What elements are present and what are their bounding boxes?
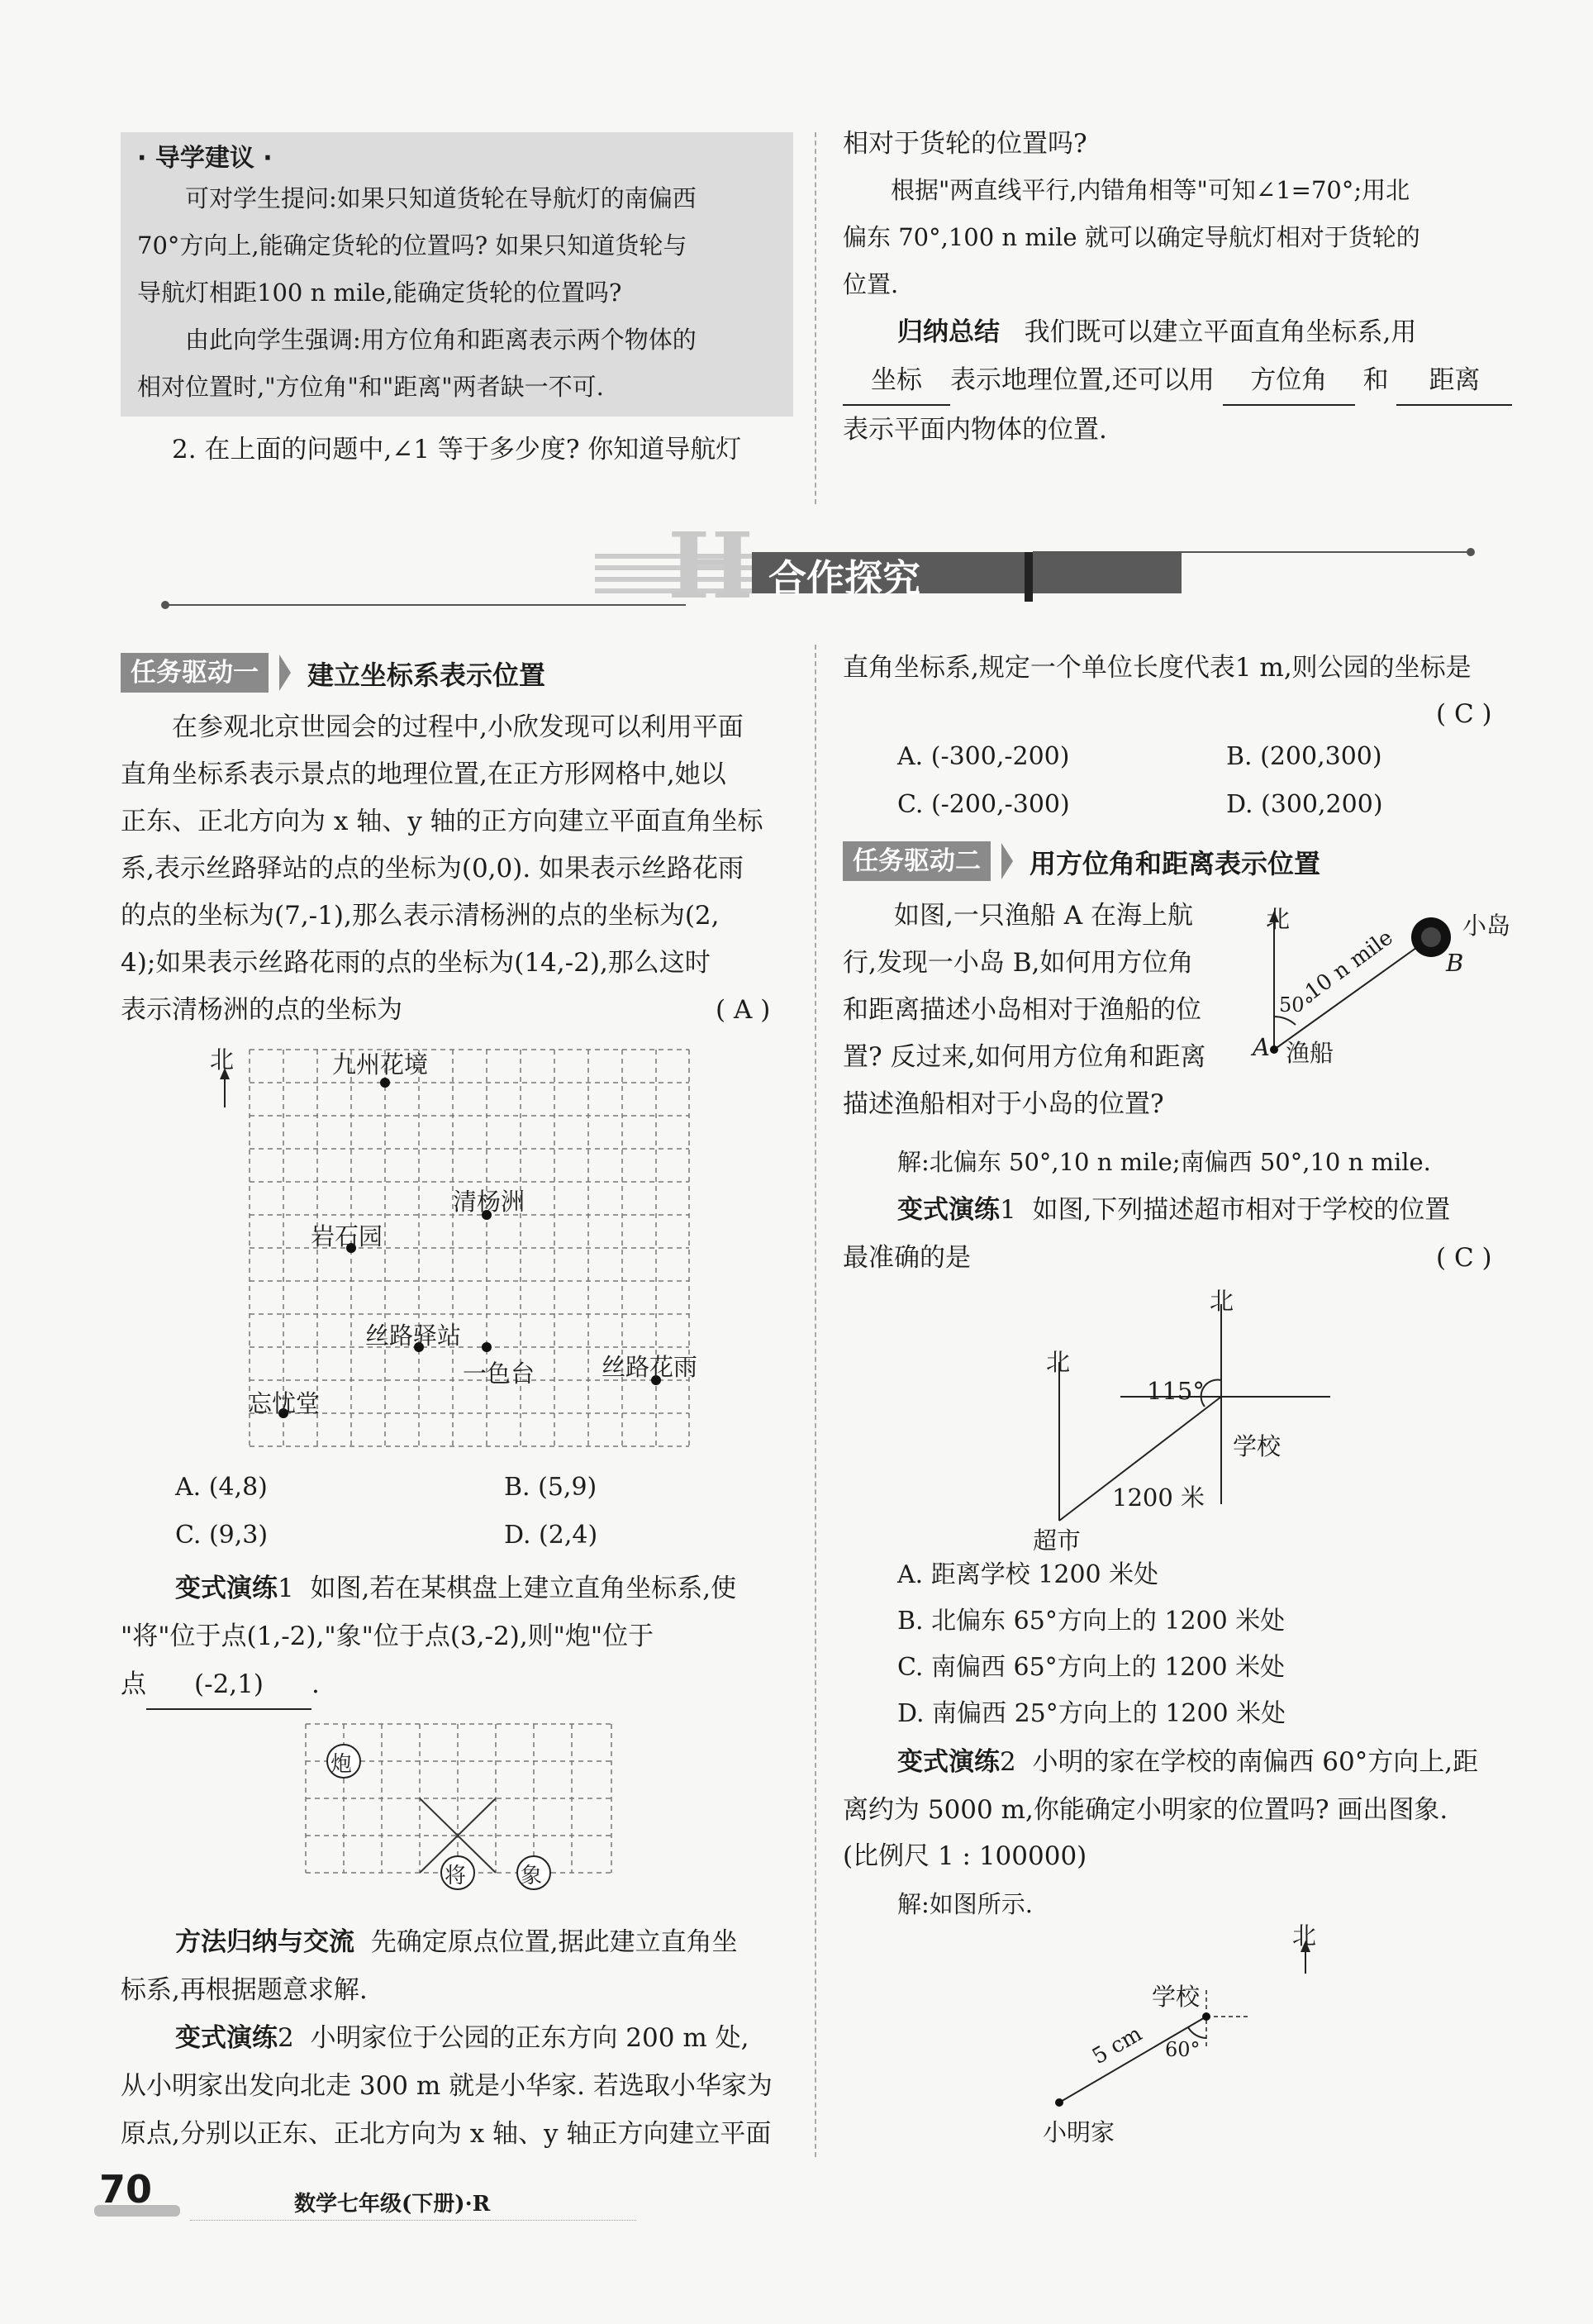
method-line-1 bbox=[175, 1919, 738, 1966]
answer-line: 位置. bbox=[843, 270, 899, 298]
fig-market-label: 超市 bbox=[1033, 1526, 1082, 1555]
grid-label: 丝路花雨 bbox=[602, 1353, 698, 1381]
summary-label: 归纳总结 bbox=[897, 317, 1000, 347]
task2-line: 描述渔船相对于小岛的位置? bbox=[843, 1089, 1164, 1119]
task1-tag: 任务驱动一 bbox=[121, 653, 269, 693]
variant-number: 1 bbox=[1000, 1195, 1016, 1225]
task2-tag: 任务驱动二 bbox=[843, 841, 991, 881]
variant4-line-3: (比例尺 1 : 100000) bbox=[843, 1841, 1087, 1871]
blank-answer: 距离 bbox=[1396, 357, 1512, 406]
summary-text: 我们既可以建立平面直角坐标系,用 bbox=[1024, 317, 1417, 347]
variant-text: . bbox=[311, 1669, 320, 1699]
grid-label: 丝路驿站 bbox=[365, 1322, 462, 1350]
variant3-line-2: 最准确的是 bbox=[843, 1243, 971, 1273]
chess-piece-xiang: 象 bbox=[521, 1864, 543, 1888]
variant2-option: D. (300,200) bbox=[1226, 790, 1383, 819]
answer-line: 根据"两直线平行,内错角相等"可知∠1=70°;用北 bbox=[891, 176, 1410, 204]
page-number: 70 bbox=[99, 2167, 153, 2212]
task1-text bbox=[121, 704, 798, 1034]
footer-rule bbox=[190, 2220, 636, 2221]
variant2-line-3: 原点,分别以正东、正北方向为 x 轴、y 轴正方向建立平面 bbox=[121, 2119, 772, 2149]
home-school-figure bbox=[1041, 1917, 1388, 2132]
summary-line-2 bbox=[843, 357, 1512, 406]
fig-north: 北 bbox=[1210, 1287, 1234, 1315]
variant1-line-3 bbox=[121, 1661, 320, 1710]
method-text: 先确定原点位置,据此建立直角坐 bbox=[370, 1927, 738, 1957]
variant4-line-2: 离约为 5000 m,你能确定小明家的位置吗? 画出图象. bbox=[843, 1795, 1448, 1825]
variant2-line-4: 直角坐标系,规定一个单位长度代表1 m,则公园的坐标是 bbox=[843, 653, 1472, 683]
variant3-option: A. 距离学校 1200 米处 bbox=[897, 1560, 1159, 1589]
task1-option: D. (2,4) bbox=[504, 1521, 598, 1550]
summary-text: 和 bbox=[1362, 365, 1389, 395]
task1-option: B. (5,9) bbox=[504, 1473, 597, 1502]
blank-answer: (-2,1) bbox=[146, 1661, 311, 1710]
variant-number: 2 bbox=[1000, 1747, 1016, 1777]
task1-option: A. (4,8) bbox=[175, 1473, 268, 1502]
variant1-line-2: "将"位于点(1,-2),"象"位于点(3,-2),则"炮"位于 bbox=[121, 1622, 654, 1651]
fig-angle-label: 115° bbox=[1147, 1377, 1205, 1405]
summary-line-3: 表示平面内物体的位置. bbox=[843, 415, 1107, 445]
school-market-figure bbox=[1041, 1289, 1372, 1545]
guide-line: 70°方向上,能确定货轮的位置吗? 如果只知道货轮与 bbox=[137, 231, 687, 260]
method-line-2: 标系,再根据题意求解. bbox=[121, 1975, 368, 2005]
blank-answer: 坐标 bbox=[843, 357, 950, 406]
guide-title: · 导学建议 · bbox=[137, 144, 273, 173]
summary-text: 表示地理位置,还可以用 bbox=[950, 365, 1215, 395]
task1-line: 正东、正北方向为 x 轴、y 轴的正方向建立平面直角坐标 bbox=[121, 807, 763, 836]
variant2-line-2: 从小明家出发向北走 300 m 就是小华家. 若选取小华家为 bbox=[121, 2071, 773, 2101]
task1-answer: ( A ) bbox=[716, 995, 771, 1025]
variant-number: 2 bbox=[278, 2023, 294, 2053]
question-2: 2. 在上面的问题中,∠1 等于多少度? 你知道导航灯 bbox=[172, 435, 742, 464]
section-letter: H bbox=[668, 512, 754, 619]
variant-label: 变式演练 bbox=[897, 1747, 1000, 1777]
grid-label: 九州花境 bbox=[332, 1050, 429, 1079]
task1-line: 在参观北京世园会的过程中,小欣发现可以利用平面 bbox=[172, 712, 744, 742]
column-divider bbox=[815, 132, 816, 504]
task2-line: 置? 反过来,如何用方位角和距离 bbox=[843, 1042, 1206, 1072]
variant-label: 变式演练 bbox=[175, 2023, 278, 2053]
fig-boat-label: 渔船 bbox=[1286, 1039, 1334, 1067]
question-2-continued: 相对于货轮的位置吗? bbox=[843, 129, 1087, 159]
blank-answer: 方位角 bbox=[1223, 357, 1355, 406]
task1-line: 表示清杨洲的点的坐标为 bbox=[121, 995, 402, 1025]
variant-number: 1 bbox=[278, 1574, 294, 1603]
grid-north: 北 bbox=[210, 1045, 235, 1074]
book-title: 数学七年级(下册)·R bbox=[294, 2192, 491, 2217]
fig-b-label: B bbox=[1446, 949, 1464, 977]
variant-text: 点 bbox=[121, 1669, 146, 1699]
chess-piece-jiang: 将 bbox=[445, 1864, 467, 1888]
variant4-solution: 解:如图所示. bbox=[897, 1890, 1033, 1918]
variant-text: 如图,下列描述超市相对于学校的位置 bbox=[1032, 1195, 1451, 1225]
fig-angle-label: 50° bbox=[1279, 993, 1315, 1017]
guide-line: 由此向学生强调:用方位角和距离表示两个物体的 bbox=[185, 326, 697, 354]
fig-island-label: 小岛 bbox=[1462, 912, 1511, 940]
variant1-line-1 bbox=[175, 1565, 736, 1612]
task1-line: 系,表示丝路驿站的点的坐标为(0,0). 如果表示丝路花雨 bbox=[121, 854, 744, 883]
variant2-line-1 bbox=[175, 2015, 749, 2062]
task2-line: 和距离描述小岛相对于渔船的位 bbox=[843, 995, 1201, 1025]
fig-distance-label: 5 cm bbox=[1088, 2022, 1147, 2069]
variant-text: 小明家位于公园的正东方向 200 m 处, bbox=[310, 2023, 749, 2053]
fig-school-label: 学校 bbox=[1233, 1432, 1282, 1460]
column-divider bbox=[815, 645, 816, 2157]
variant-label: 变式演练 bbox=[175, 1574, 278, 1603]
task1-title: 建立坐标系表示位置 bbox=[307, 660, 546, 691]
grid-label: 岩石园 bbox=[311, 1222, 383, 1250]
answer-line: 偏东 70°,100 n mile 就可以确定导航灯相对于货轮的 bbox=[843, 223, 1420, 251]
section-title: 合作探究 bbox=[768, 556, 920, 601]
variant2-option: C. (-200,-300) bbox=[897, 790, 1070, 819]
fig-north: 北 bbox=[1266, 905, 1291, 933]
variant2-option: B. (200,300) bbox=[1226, 742, 1382, 771]
task2-text bbox=[843, 893, 1256, 1128]
grid-label: 忘忧堂 bbox=[248, 1389, 321, 1417]
fig-a-label: A bbox=[1253, 1033, 1270, 1061]
variant3-option: C. 南偏西 65°方向上的 1200 米处 bbox=[897, 1653, 1286, 1682]
task1-line: 4);如果表示丝路花雨的点的坐标为(14,-2),那么这时 bbox=[121, 948, 711, 978]
chess-piece-pao: 炮 bbox=[330, 1752, 353, 1777]
guide-line: 导航灯相距100 n mile,能确定货轮的位置吗? bbox=[137, 279, 622, 307]
fig-north: 北 bbox=[1292, 1922, 1317, 1950]
task2-line: 如图,一只渔船 A 在海上航 bbox=[894, 901, 1193, 931]
variant3-answer: ( C ) bbox=[1436, 1243, 1492, 1273]
variant-text: 如图,若在某棋盘上建立直角坐标系,使 bbox=[310, 1574, 737, 1603]
grid-label: 一色台 bbox=[463, 1360, 535, 1388]
task2-line: 行,发现一小岛 B,如何用方位角 bbox=[843, 948, 1194, 978]
task1-arrow bbox=[279, 655, 291, 691]
guide-line: 相对位置时,"方位角"和"距离"两者缺一不可. bbox=[137, 373, 604, 401]
fig-distance-label: 1200 米 bbox=[1112, 1483, 1205, 1512]
task2-arrow bbox=[1001, 843, 1013, 879]
fig-school-label: 学校 bbox=[1152, 1983, 1201, 2011]
summary-line-1 bbox=[897, 309, 1416, 356]
task2-title: 用方位角和距离表示位置 bbox=[1030, 848, 1321, 879]
task1-line: 的点的坐标为(7,-1),那么表示清杨洲的点的坐标为(2, bbox=[121, 901, 720, 931]
variant2-option: A. (-300,-200) bbox=[897, 742, 1070, 771]
fig-angle-label: 60° bbox=[1165, 2038, 1201, 2061]
variant-label: 变式演练 bbox=[897, 1195, 1000, 1225]
method-label: 方法归纳与交流 bbox=[175, 1927, 354, 1957]
answer-text bbox=[843, 167, 1520, 308]
guide-line: 可对学生提问:如果只知道货轮在导航灯的南偏西 bbox=[185, 184, 697, 212]
grid-label: 清杨洲 bbox=[453, 1188, 525, 1216]
task2-solution: 解:北偏东 50°,10 n mile;南偏西 50°,10 n mile. bbox=[897, 1148, 1431, 1176]
guide-text bbox=[137, 175, 790, 411]
fig-north: 北 bbox=[1046, 1348, 1071, 1376]
fig-home-label: 小明家 bbox=[1043, 2118, 1115, 2146]
variant2-answer: ( C ) bbox=[1436, 699, 1492, 729]
variant-text: 小明的家在学校的南偏西 60°方向上,距 bbox=[1032, 1747, 1479, 1777]
task1-option: C. (9,3) bbox=[175, 1521, 269, 1550]
variant4-line-1 bbox=[897, 1739, 1478, 1786]
variant3-line-1 bbox=[897, 1187, 1450, 1234]
fig-distance-label: 10 n mile bbox=[1301, 925, 1398, 1005]
variant3-option: D. 南偏西 25°方向上的 1200 米处 bbox=[897, 1699, 1286, 1728]
task1-line: 直角坐标系表示景点的地理位置,在正方形网格中,她以 bbox=[121, 760, 726, 789]
variant3-option: B. 北偏东 65°方向上的 1200 米处 bbox=[897, 1607, 1286, 1636]
